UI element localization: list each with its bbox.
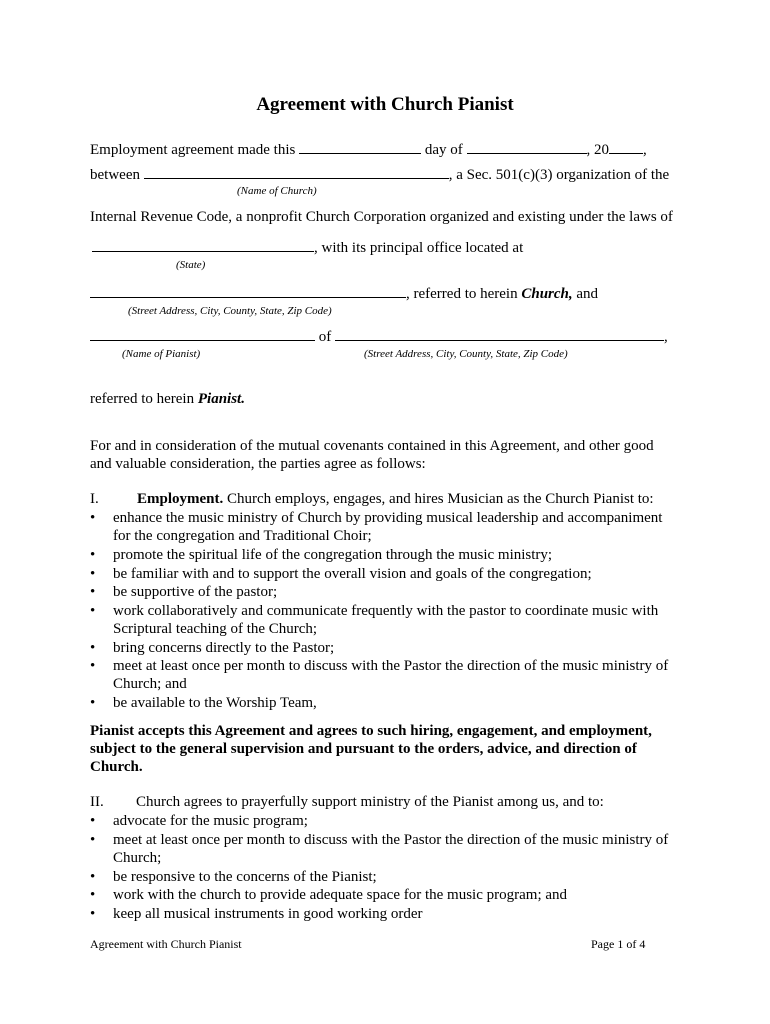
text: , 20 <box>586 142 610 158</box>
pianist-line <box>90 326 668 346</box>
state-line <box>92 237 523 257</box>
bullet-text: bring concerns directly to the Pastor; <box>113 639 335 656</box>
section-1-number: I. <box>90 491 99 507</box>
pianist-reference-line <box>90 390 245 408</box>
footer-title: Agreement with Church Pianist <box>90 937 242 951</box>
text: , with its principal office located at <box>314 240 524 256</box>
address-blank <box>90 283 406 298</box>
bullet-icon: • <box>90 905 96 922</box>
state-blank <box>92 237 314 252</box>
caption-name-of-church: (Name of Church) <box>237 185 317 197</box>
month-blank <box>467 139 587 154</box>
consideration-line-2: and valuable consideration, the parties agree as follows: <box>90 456 426 472</box>
bullet-text: be responsive to the concerns of the Pianist; <box>113 868 377 885</box>
pianist-name-blank <box>90 326 315 341</box>
caption-pianist-address: (Street Address, City, County, State, Zip Code) <box>364 348 568 360</box>
church-name-line <box>90 164 669 184</box>
caption-name-of-pianist: (Name of Pianist) <box>122 348 201 360</box>
text: between <box>90 167 144 183</box>
acceptance-line-1: Pianist accepts this Agreement and agrees to such hiring, engagement, and employment, <box>90 723 652 739</box>
acceptance-line-2: subject to the general supervision and pursuant to the orders, advice, and direction of <box>90 741 637 757</box>
church-term: Church, <box>521 286 573 302</box>
caption-state: (State) <box>176 259 206 271</box>
bullet-text: advocate for the music program; <box>113 813 308 829</box>
bullet-text: keep all musical instruments in good working order <box>113 905 423 922</box>
text: , referred to herein <box>406 286 522 302</box>
bullet-icon: • <box>90 602 96 619</box>
section-2-text: Church agrees to prayerfully support ministry of the Pianist among us, and to: <box>136 794 604 810</box>
consideration-line-1: For and in consideration of the mutual covenants contained in this Agreement, and other good <box>90 438 654 454</box>
bullet-icon: • <box>90 658 96 674</box>
acceptance-line-3: Church. <box>90 759 143 775</box>
bullet-text: promote the spiritual life of the congregation through the music ministry; <box>113 547 553 563</box>
caption-street-address: (Street Address, City, County, State, Zip Code) <box>128 305 332 317</box>
pianist-address-blank <box>335 326 664 341</box>
bullet-icon: • <box>90 813 96 829</box>
bullet-text: enhance the music ministry of Church by providing musical leadership and accompaniment <box>113 510 663 526</box>
text: , <box>643 142 647 158</box>
bullet-icon: • <box>90 510 96 526</box>
document-title: Agreement with Church Pianist <box>256 94 514 115</box>
text: referred to herein <box>90 391 198 407</box>
text: Employment agreement made this <box>90 142 300 158</box>
bullet-icon: • <box>90 831 96 848</box>
bullet-text: be available to the Worship Team, <box>113 695 317 711</box>
irc-line: Internal Revenue Code, a nonprofit Church Corporation organized and existing under the laws of <box>90 209 673 225</box>
text: , <box>664 329 668 345</box>
text: Church employs, engages, and hires Musician as the Church Pianist to: <box>223 491 654 507</box>
bullet-text: Church; <box>113 849 162 866</box>
bullet-icon: • <box>90 868 96 885</box>
church-name-blank <box>144 164 449 179</box>
bullet-text: be familiar with and to support the overall vision and goals of the congregation; <box>113 565 592 582</box>
text: of <box>315 329 335 345</box>
bullet-icon: • <box>90 695 96 711</box>
bullet-text: Scriptural teaching of the Church; <box>113 620 318 637</box>
section-2-number: II. <box>90 794 104 810</box>
year-blank <box>609 139 643 154</box>
section-1-heading-line <box>137 490 654 508</box>
text: , a Sec. 501(c)(3) organization of the <box>448 167 670 183</box>
bullet-text: for the congregation and Traditional Choir; <box>113 528 372 544</box>
bullet-text: Church; and <box>113 676 187 692</box>
text: and <box>572 286 599 302</box>
bullet-icon: • <box>90 547 96 563</box>
day-blank <box>299 139 421 154</box>
bullet-text: work collaboratively and communicate frequently with the pastor to coordinate music with <box>113 602 659 619</box>
agreement-date-line <box>90 139 647 159</box>
footer-page-number: Page 1 of 4 <box>591 937 646 951</box>
address-line <box>90 283 598 303</box>
bullet-icon: • <box>90 584 96 600</box>
bullet-text: meet at least once per month to discuss with the Pastor the direction of the music ministry of <box>113 831 669 848</box>
bullet-text: be supportive of the pastor; <box>113 584 278 600</box>
section-1-heading: Employment. <box>137 491 224 507</box>
bullet-icon: • <box>90 887 96 903</box>
bullet-icon: • <box>90 565 96 582</box>
bullet-icon: • <box>90 639 96 656</box>
text: day of <box>421 142 467 158</box>
pianist-term: Pianist. <box>197 391 245 407</box>
bullet-text: meet at least once per month to discuss with the Pastor the direction of the music ministry of <box>113 658 669 674</box>
bullet-text: work with the church to provide adequate space for the music program; and <box>113 887 568 903</box>
